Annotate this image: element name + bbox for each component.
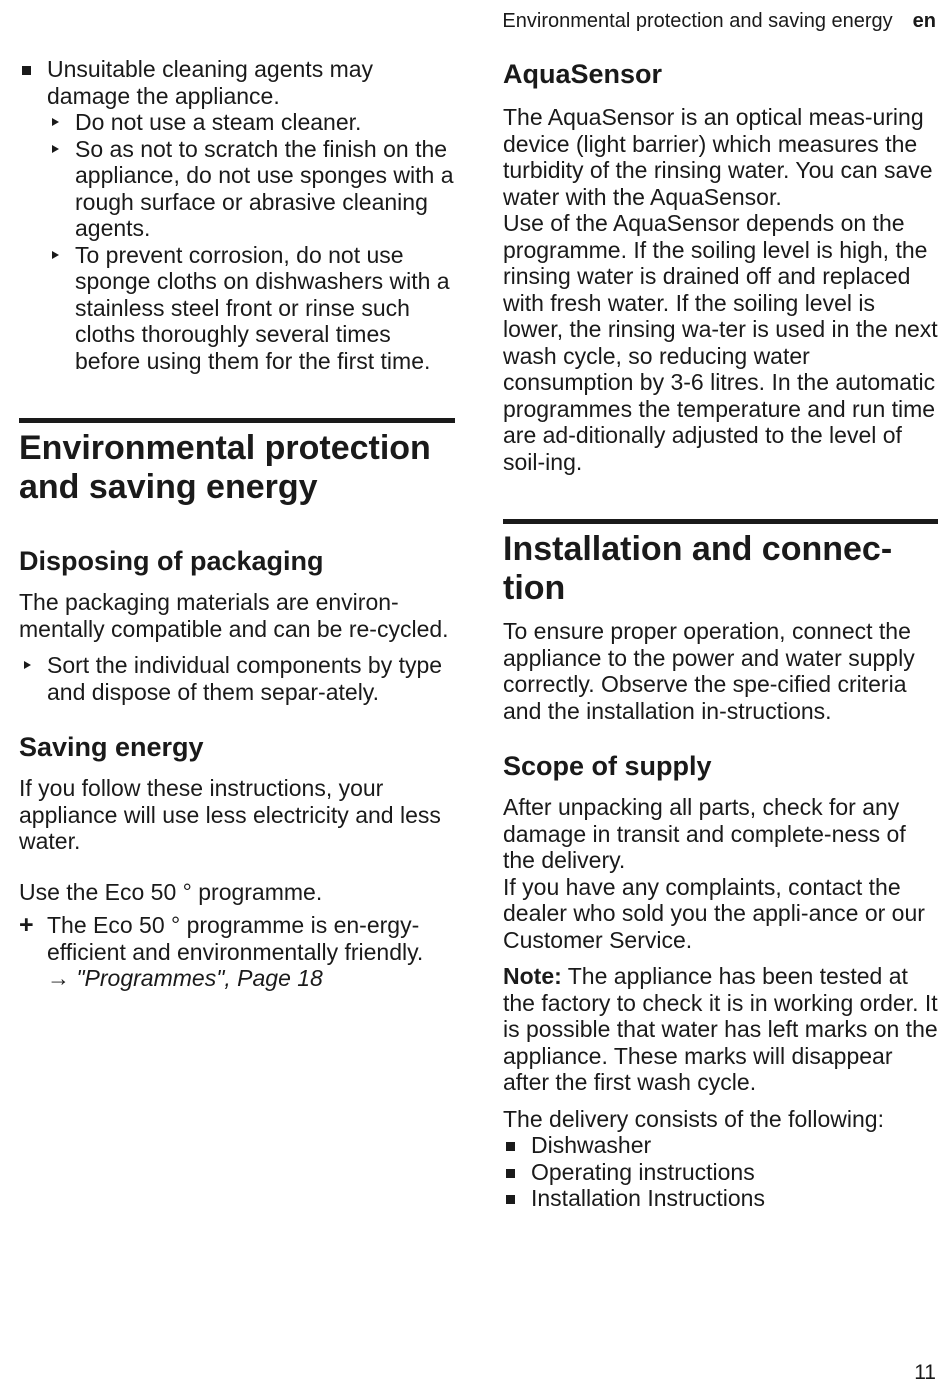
note-text: The appliance has been tested at the factory to check it is in working order. It is possible that water has left marks on the appliance. These marks will disappear after the first wash cycle. (503, 963, 938, 1095)
advantage-text: The Eco 50 ° programme is en-ergy-efficient and environmentally friendly. (47, 912, 424, 965)
caution-text: Unsuitable cleaning agents may damage the appliance. (47, 56, 374, 109)
language-code: en (912, 10, 936, 32)
list-item (19, 56, 455, 374)
section-divider (19, 418, 455, 507)
cross-reference-link[interactable]: → "Programmes", Page 18 (47, 965, 323, 991)
plus-icon: + (19, 911, 34, 939)
installation-text: To ensure proper operation, connect the appliance to the power and water supply correctly. Observe the spe-cified criteria and the installation in-structions. (503, 618, 915, 724)
running-header (502, 8, 936, 34)
caution-list (19, 56, 455, 374)
list-item: Do not use a steam cleaner. (47, 109, 455, 136)
list-item: So as not to scratch the finish on the appliance, do not use sponges with a rough surface or abrasive cleaning agents. (47, 136, 455, 242)
running-header-title: Environmental protection and saving energy (502, 10, 893, 32)
page-number: 11 (914, 1360, 936, 1384)
advantage-item (19, 912, 455, 992)
right-column (503, 56, 938, 1212)
delivery-intro: The delivery consists of the following: (503, 1105, 884, 1132)
aquasensor-text-2: Use of the AquaSensor depends on the programme. If the soiling level is high, the rinsing water is drained off and replaced with fresh water. If the soiling level is lower, the rinsing wa-ter is used in the next wash cycle, so reducing water consumption by 3-6 litres. In the automatic programmes the temperature and run time are ad-ditionally adjusted to the level of soil-ing. (503, 210, 938, 475)
list-item: Operating instructions (503, 1159, 938, 1186)
heading-scope-of-supply: Scope of supply (503, 751, 712, 781)
list-item: Installation Instructions (503, 1185, 938, 1212)
packaging-text: The packaging materials are environ-mentally compatible and can be re-cycled. (19, 589, 449, 642)
note-paragraph (503, 963, 938, 1096)
heading-aquasensor: AquaSensor (503, 59, 663, 89)
section-divider (503, 519, 938, 608)
heading-disposing-packaging: Disposing of packaging (19, 546, 324, 576)
scope-text-2: If you have any complaints, contact the dealer who sold you the appli-ance or our Customer Service. (503, 873, 925, 953)
list-item: Sort the individual components by type and dispose of them separ-ately. (19, 652, 455, 705)
aquasensor-text-1: The AquaSensor is an optical meas-uring device (light barrier) which measures the turbidity of the rinsing water. You can save water with the AquaSensor. (503, 104, 933, 210)
list-item: To prevent corrosion, do not use sponge cloths on dishwashers with a stainless steel front or rinse such cloths thoroughly several times before using them for the first time. (47, 242, 455, 375)
saving-text: If you follow these instructions, your appliance will use less electricity and less water. (19, 775, 441, 854)
section-heading-environment: Environmental protection and saving energy (19, 429, 431, 506)
left-column (19, 56, 455, 992)
scope-text-1: After unpacking all parts, check for any damage in transit and complete-ness of the delivery. (503, 794, 906, 873)
note-label: Note: (503, 963, 562, 989)
saving-tip: Use the Eco 50 ° programme. (19, 878, 323, 905)
packaging-steps (19, 652, 455, 705)
section-heading-installation: Installation and connec-tion (503, 530, 893, 607)
list-item: Dishwasher (503, 1132, 938, 1159)
delivery-list (503, 1132, 938, 1212)
heading-saving-energy: Saving energy (19, 732, 204, 762)
